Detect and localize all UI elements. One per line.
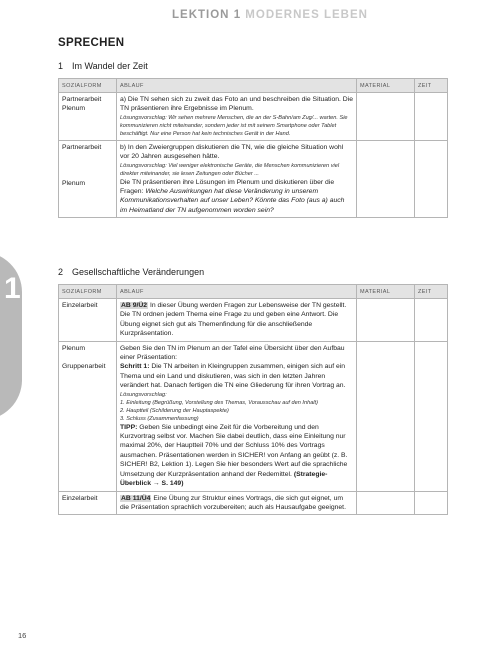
section1-title: Im Wandel der Zeit	[72, 61, 148, 71]
arbeitsbuch-ref-badge: AB 11/Ü4	[121, 494, 151, 502]
sozialform-cell	[59, 341, 117, 491]
sozialform-value: Plenum	[62, 105, 86, 113]
ablauf-text	[120, 178, 353, 216]
zeit-cell	[415, 140, 448, 217]
ablauf-cell	[117, 140, 357, 217]
sozialform-cell	[59, 299, 117, 342]
sozialform-cell	[59, 491, 117, 515]
col-sozialform: SOZIALFORM	[59, 79, 117, 93]
page-number: 16	[18, 631, 27, 640]
sozialform-value: Plenum	[62, 344, 86, 352]
sozialform-cell	[59, 93, 117, 141]
col-zeit: ZEIT	[415, 285, 448, 299]
material-cell	[357, 93, 415, 141]
sozialform-value: Partnerarbeit	[62, 96, 102, 103]
table-row	[59, 341, 448, 491]
ablauf-text: In dieser Übung werden Fragen zur Lebensweise der TN gestellt. Die TN ordnen jedem Thema eine Frage zu und geben eine Antwort. Die Übung eignet sich gut als Themenfindung für die anschließende Kurzpräsentation.	[120, 302, 347, 338]
section2-title: Gesellschaftliche Veränderungen	[72, 267, 205, 277]
sozialform-value: Partnerarbeit	[62, 143, 102, 151]
ablauf-text: Eine Übung zur Struktur eines Vortrags, die sich gut eignet, um die Präsentation sprachlich vorzubereiten; auch als Hausaufgabe geeignet.	[120, 494, 346, 511]
gliederung-item: 2. Hauptteil (Schilderung der Hauptaspekte)	[120, 407, 229, 414]
ablauf-cell	[117, 93, 357, 141]
section2-table	[58, 284, 448, 515]
col-material: MATERIAL	[357, 285, 415, 299]
tipp-text: Geben Sie unbedingt eine Zeit für die Vorbereitung und den Kurzvortrag selbst vor. Machen Sie dabei deutlich, dass eine Einleitung nur maximal 20%, der Hauptteil 70% und der Schluss 10% des Vortrags ausmachen. Präsentationen werden in SICHER! von Anfang an geübt (z. B. SICHER! B2, Lektion 1). Legen Sie hier besonders Wert auf die sprachliche Umsetzung der Kurzpräsentation anhand der Redemittel.	[120, 423, 348, 478]
tipp-label: TIPP:	[120, 423, 138, 431]
section1-table	[58, 78, 448, 218]
sozialform-value: Gruppenarbeit	[62, 363, 106, 371]
material-cell	[357, 140, 415, 217]
header-lektion: LEKTION	[172, 9, 230, 21]
loesungsvorschlag: Lösungsvorschlag: Viel weniger elektronische Geräte, die Menschen kommunizieren viel direkter miteinander, sie lesen Zeitungen oder Bücher ...	[120, 162, 340, 177]
arbeitsbuch-ref-badge: AB 9/Ü2	[121, 302, 148, 309]
material-cell	[357, 341, 415, 491]
table-header-row	[59, 79, 448, 93]
gliederung-item: 3. Schluss (Zusammenfassung)	[120, 415, 199, 422]
sozialform-value: Plenum	[62, 180, 86, 188]
ablauf-cell	[117, 299, 357, 342]
table-row	[59, 140, 448, 217]
loesungsvorschlag-title: Lösungsvorschlag:	[120, 391, 167, 398]
section2-number: 2	[58, 267, 64, 277]
section1-heading	[58, 61, 148, 71]
ablauf-text: b) In den Zweiergruppen diskutieren die TN, wie die gleiche Situation wohl vor 20 Jahren ausgesehen hätte.	[120, 143, 344, 161]
header-titel: MODERNES LEBEN	[245, 9, 368, 21]
chapter-side-tab-number: 1	[4, 272, 21, 305]
ablauf-text: Geben Sie den TN im Plenum an der Tafel eine Übersicht über den Aufbau einer Präsentation:	[120, 344, 345, 362]
header-nummer: 1	[233, 9, 242, 21]
col-zeit: ZEIT	[415, 79, 448, 93]
ablauf-text: a) Die TN sehen sich zu zweit das Foto an und beschreiben die Situation. Die TN präsentieren ihre Ergebnisse im Plenum.	[120, 96, 353, 113]
zeit-cell	[415, 341, 448, 491]
chapter-title: SPRECHEN	[58, 37, 125, 49]
sozialform-value: Einzelarbeit	[62, 494, 98, 502]
running-header	[172, 9, 368, 21]
strategie-reference: (Strategie-Überblick → S. 149)	[120, 470, 328, 488]
discussion-questions: Welche Auswirkungen hat diese Veränderung in unserem Kommunikationsverhalten auf unser Leben? Könnte das Foto (aus a) auch im Heimatland der TN aufgenommen worden sein?	[120, 188, 345, 214]
loesungsvorschlag: Lösungsvorschlag: Wir sehen mehrere Menschen, die an der S-Bahn/am Zug/... warten. Sie kommunizieren nicht miteinander, sondern jeder ist mit seinem Smartphone oder Tablet beschäftigt. Nur eine Person hat kein technisches Gerät in der Hand.	[120, 114, 348, 137]
tipp-block	[120, 423, 353, 489]
zeit-cell	[415, 299, 448, 342]
ablauf-text-plain: Die TN präsentieren ihre Lösungen im Plenum und diskutieren über die Fragen:	[120, 178, 335, 196]
sozialform-value: Einzelarbeit	[62, 302, 98, 309]
col-ablauf: ABLAUF	[117, 79, 357, 93]
gliederung-item: 1. Einleitung (Begrüßung, Vorstellung des Themas, Vorausschau auf den Inhalt)	[120, 399, 318, 406]
table-row	[59, 93, 448, 141]
schritt-1	[120, 362, 353, 390]
zeit-cell	[415, 93, 448, 141]
col-ablauf: ABLAUF	[117, 285, 357, 299]
table-row	[59, 299, 448, 342]
schritt-label: Schritt 1:	[120, 363, 150, 371]
ablauf-cell	[117, 491, 357, 515]
table-header-row	[59, 285, 448, 299]
zeit-cell	[415, 491, 448, 515]
col-material: MATERIAL	[357, 79, 415, 93]
section2-heading	[58, 267, 204, 277]
material-cell	[357, 491, 415, 515]
col-sozialform: SOZIALFORM	[59, 285, 117, 299]
schritt-text: Die TN arbeiten in Kleingruppen zusammen, einigen sich auf ein Thema und ein Land und diskutieren, was sich in den letzten Jahren verändert hat. Danach fertigen die TN eine Gliederung für ihren Vortrag an.	[120, 363, 346, 390]
material-cell	[357, 299, 415, 342]
section1-number: 1	[58, 61, 64, 71]
ablauf-cell	[117, 341, 357, 491]
sozialform-cell	[59, 140, 117, 217]
table-row	[59, 491, 448, 515]
